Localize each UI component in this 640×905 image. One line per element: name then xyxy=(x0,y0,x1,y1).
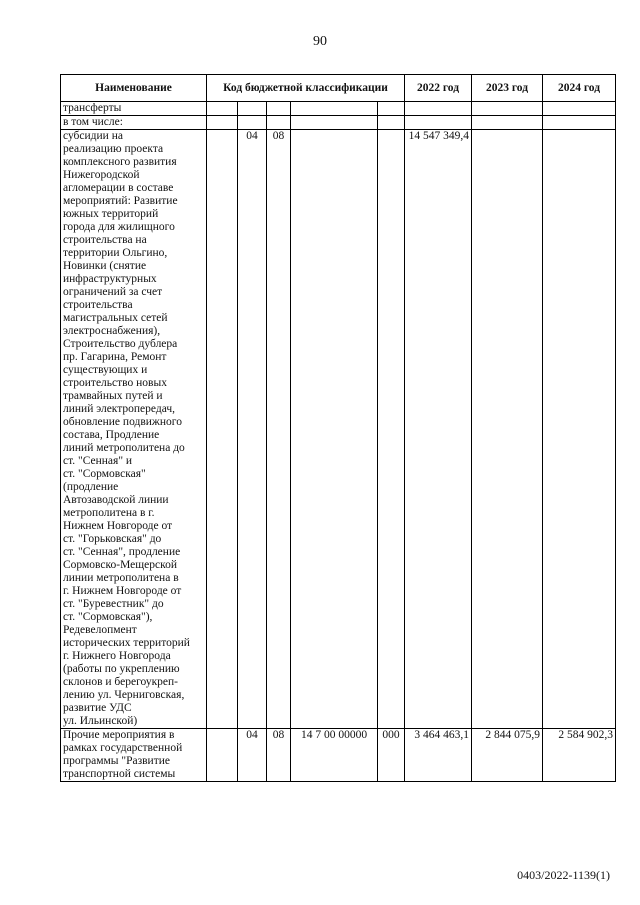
document-code: 0403/2022-1139(1) xyxy=(517,868,610,882)
row-code-section xyxy=(238,116,267,130)
table-row xyxy=(61,102,616,116)
row-code-type xyxy=(378,130,405,729)
header-2023: 2023 год xyxy=(472,75,543,102)
row-value-2024: 2 584 902,3 xyxy=(543,729,616,782)
row-name: трансферты xyxy=(61,102,207,116)
row-value-2023 xyxy=(472,130,543,729)
row-code-target xyxy=(291,102,378,116)
row-value-2023 xyxy=(472,116,543,130)
row-name: субсидии на реализацию проекта комплексного развития Нижегородской агломерации в составе мероприятий: Развитие южных территорий города для жилищного строительства на территории Ольгино, Новинки (снятие инфраструктурных ограничений за счет строительства магистральных сетей электроснабжения), Строительство дублера пр. Гагарина, Ремонт существующих и строительство новых трамвайных путей и линий электропередач, обновление подвижного состава, Продление линий метрополитена до ст. "Сенная" и ст. "Сормовская" (продление Автозаводской линии метрополитена в г. Нижнем Новгороде от ст. "Горьковская" до ст. "Сенная", продление Сормовско-Мещерской линии метрополитена в г. Нижнем Новгороде от ст. "Буревестник" до ст. "Сормовская"), Редевелопмент исторических территорий г. Нижнего Новгорода (работы по укреплению склонов и берегоукреп- лению ул. Черниговская, развитие УДС ул. Ильинской) xyxy=(61,130,207,729)
row-code-subsection: 08 xyxy=(267,729,291,782)
row-code-subsection xyxy=(267,102,291,116)
page-number: 90 xyxy=(313,34,327,49)
row-value-2022: 3 464 463,1 xyxy=(405,729,472,782)
row-value-2024 xyxy=(543,116,616,130)
row-code-target xyxy=(291,130,378,729)
header-code: Код бюджетной классификации xyxy=(207,75,405,102)
row-blank-code xyxy=(207,130,238,729)
row-name: Прочие мероприятия в рамках государственной программы "Развитие транспортной системы xyxy=(61,729,207,782)
table-header-row xyxy=(61,75,616,102)
row-code-type xyxy=(378,102,405,116)
row-blank-code xyxy=(207,116,238,130)
row-blank-code xyxy=(207,729,238,782)
table-row xyxy=(61,130,616,729)
row-code-target xyxy=(291,116,378,130)
row-code-section xyxy=(238,102,267,116)
header-2024: 2024 год xyxy=(543,75,616,102)
row-value-2022: 14 547 349,4 xyxy=(405,130,472,729)
row-code-subsection: 08 xyxy=(267,130,291,729)
row-code-section: 04 xyxy=(238,130,267,729)
row-code-type: 000 xyxy=(378,729,405,782)
row-value-2022 xyxy=(405,116,472,130)
row-value-2024 xyxy=(543,130,616,729)
header-name: Наименование xyxy=(61,75,207,102)
row-name: в том числе: xyxy=(61,116,207,130)
row-value-2023: 2 844 075,9 xyxy=(472,729,543,782)
row-value-2023 xyxy=(472,102,543,116)
row-code-target: 14 7 00 00000 xyxy=(291,729,378,782)
header-2022: 2022 год xyxy=(405,75,472,102)
row-value-2022 xyxy=(405,102,472,116)
row-code-type xyxy=(378,116,405,130)
row-blank-code xyxy=(207,102,238,116)
row-value-2024 xyxy=(543,102,616,116)
budget-table xyxy=(60,74,616,782)
table-row xyxy=(61,729,616,782)
row-code-subsection xyxy=(267,116,291,130)
row-code-section: 04 xyxy=(238,729,267,782)
table-row xyxy=(61,116,616,130)
